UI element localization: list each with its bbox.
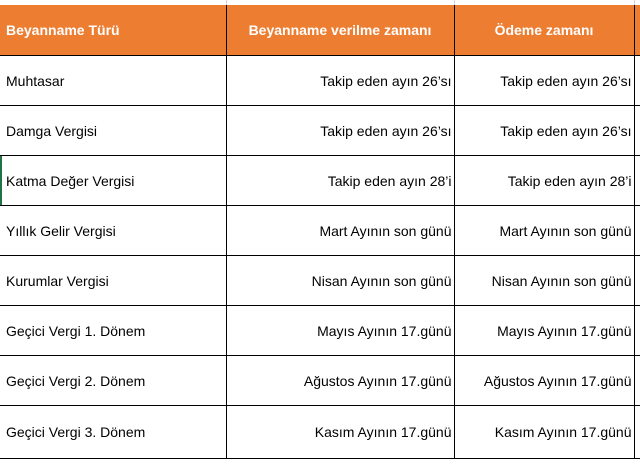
cell-filing[interactable]: Takip eden ayın 28’i <box>226 156 454 206</box>
cell-filing[interactable]: Mart Ayının son günü <box>226 206 454 256</box>
cell-type[interactable]: Muhtasar <box>0 56 226 106</box>
table-row <box>0 106 640 156</box>
cell-payment[interactable]: Mart Ayının son günü <box>454 206 634 256</box>
table-row <box>0 306 640 356</box>
table-row <box>0 156 640 206</box>
cell-type[interactable]: Yıllık Gelir Vergisi <box>0 206 226 256</box>
header-cell-payment[interactable]: Ödeme zamanı <box>454 5 634 56</box>
cell-payment[interactable]: Kasım Ayının 17.günü <box>454 406 634 459</box>
cell-filing[interactable]: Takip eden ayın 26’sı <box>226 56 454 106</box>
cell-empty[interactable] <box>634 206 640 256</box>
header-row <box>0 5 640 56</box>
cell-type[interactable]: Geçici Vergi 1. Dönem <box>0 306 226 356</box>
cell-type[interactable]: Katma Değer Vergisi <box>0 156 226 206</box>
cell-payment[interactable]: Takip eden ayın 26’sı <box>454 56 634 106</box>
cell-type[interactable]: Kurumlar Vergisi <box>0 256 226 306</box>
cell-type[interactable]: Geçici Vergi 2. Dönem <box>0 356 226 406</box>
cell-payment[interactable]: Takip eden ayın 28’i <box>454 156 634 206</box>
cell-empty[interactable] <box>634 56 640 106</box>
cell-payment[interactable]: Nisan Ayının son günü <box>454 256 634 306</box>
header-cell-empty[interactable] <box>634 5 640 56</box>
cell-empty[interactable] <box>634 156 640 206</box>
cell-empty[interactable] <box>634 106 640 156</box>
cell-payment[interactable]: Ağustos Ayının 17.günü <box>454 356 634 406</box>
table-row <box>0 356 640 406</box>
cell-empty[interactable] <box>634 406 640 459</box>
cell-payment[interactable]: Takip eden ayın 26’sı <box>454 106 634 156</box>
cell-filing[interactable]: Mayıs Ayının 17.günü <box>226 306 454 356</box>
tax-calendar-table <box>0 5 640 459</box>
header-cell-type[interactable]: Beyanname Türü <box>0 5 226 56</box>
cell-filing[interactable]: Nisan Ayının son günü <box>226 256 454 306</box>
cell-empty[interactable] <box>634 256 640 306</box>
cell-type[interactable]: Geçici Vergi 3. Dönem <box>0 406 226 459</box>
cell-filing[interactable]: Ağustos Ayının 17.günü <box>226 356 454 406</box>
cell-payment[interactable]: Mayıs Ayının 17.günü <box>454 306 634 356</box>
header-cell-filing[interactable]: Beyanname verilme zamanı <box>226 5 454 56</box>
cell-type[interactable]: Damga Vergisi <box>0 106 226 156</box>
cell-empty[interactable] <box>634 356 640 406</box>
table-row <box>0 256 640 306</box>
cell-empty[interactable] <box>634 306 640 356</box>
table-row <box>0 206 640 256</box>
cell-filing[interactable]: Takip eden ayın 26’sı <box>226 106 454 156</box>
table-row <box>0 56 640 106</box>
table-row <box>0 406 640 459</box>
cell-filing[interactable]: Kasım Ayının 17.günü <box>226 406 454 459</box>
